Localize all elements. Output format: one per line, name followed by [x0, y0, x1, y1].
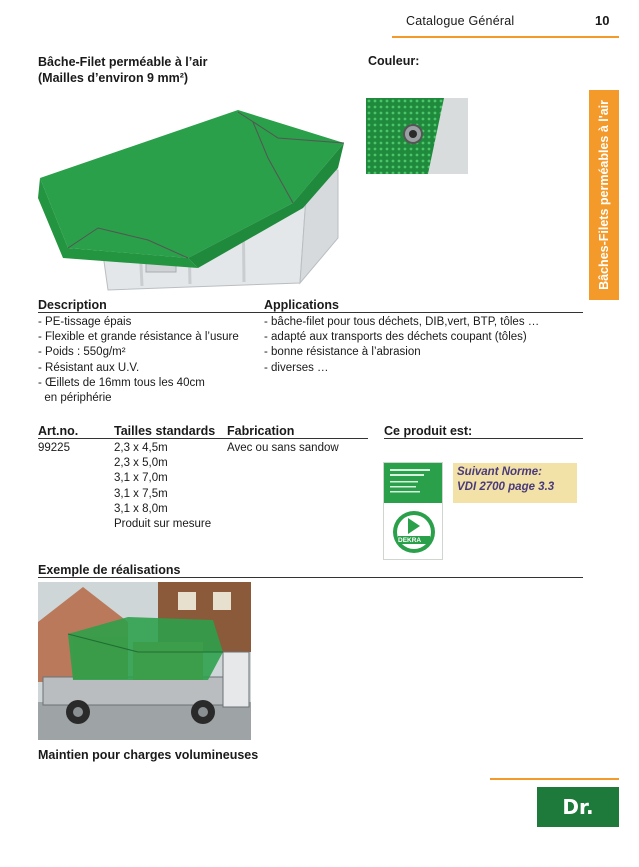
description-item: - Poids : 550g/m²: [38, 346, 126, 359]
spec-rule-left: [38, 438, 368, 439]
side-tab-label: Bâches-Filets perméables à l'air: [597, 100, 611, 290]
dekra-certificate: [383, 462, 443, 560]
example-rule: [38, 577, 583, 578]
page-number: 10: [595, 13, 610, 28]
size-item: 3,1 x 8,0m: [114, 502, 168, 515]
color-swatch: [366, 98, 468, 174]
certificate-text-lines: [384, 463, 442, 503]
example-photo: [38, 582, 251, 740]
dr-thiel-logo: [537, 787, 619, 859]
description-item: en périphérie: [38, 392, 112, 405]
applications-heading: Applications: [264, 298, 340, 312]
description-item: - Résistant aux U.V.: [38, 361, 140, 374]
applications-list: [264, 315, 539, 376]
truck-with-net-illustration: [38, 582, 251, 740]
product-photo: [38, 108, 346, 293]
description-item: - Flexible et grande résistance à l’usure: [38, 331, 239, 344]
description-item: - Œillets de 16mm tous les 40cm: [38, 376, 205, 389]
logo-registered-mark: ®: [606, 836, 615, 845]
certificate-header-band: [384, 463, 442, 503]
dekra-seal-icon: [392, 508, 436, 556]
application-item: - bonne résistance à l’abrasion: [264, 346, 421, 359]
artno-value: 99225: [38, 442, 70, 454]
example-heading: Exemple de réalisations: [38, 563, 181, 577]
catalog-title: Catalogue Général: [406, 14, 515, 28]
footer-divider: [490, 778, 619, 780]
size-item: 2,3 x 5,0m: [114, 457, 168, 470]
application-item: - adapté aux transports des déchets coupant (tôles): [264, 331, 527, 344]
sizes-list: [114, 441, 211, 532]
product-title-line2: (Mailles d’environ 9 mm²): [38, 71, 189, 85]
example-caption: Maintien pour charges volumineuses: [38, 748, 259, 762]
description-heading: Description: [38, 298, 107, 312]
application-item: - diverses …: [264, 361, 329, 374]
product-title: [38, 54, 208, 86]
skip-container-illustration: [38, 108, 346, 293]
spec-rule-right: [384, 438, 583, 439]
fabrication-value: Avec ou sans sandow: [227, 442, 339, 454]
norm-line2: VDI 2700 page 3.3: [457, 481, 555, 493]
header-divider: [392, 36, 619, 38]
norm-box: [453, 463, 577, 503]
description-item: - PE-tissage épais: [38, 316, 132, 328]
application-item: - bâche-filet pour tous déchets, DIB,vert, BTP, tôles …: [264, 316, 540, 328]
description-list: [38, 315, 239, 406]
norm-line1: Suivant Norme:: [457, 466, 542, 478]
sizes-header: Tailles standards: [114, 424, 216, 438]
size-item: 2,3 x 4,5m: [114, 442, 168, 454]
artno-header: Art.no.: [38, 424, 79, 438]
product-title-line1: Bâche-Filet perméable à l’air: [38, 55, 208, 69]
description-rule: [38, 312, 583, 313]
product-is-header: Ce produit est:: [384, 424, 473, 438]
fabrication-header: Fabrication: [227, 424, 295, 438]
size-item: 3,1 x 7,5m: [114, 487, 168, 500]
section-side-tab: [589, 90, 619, 300]
size-item: 3,1 x 7,0m: [114, 472, 168, 485]
logo-text: Dr. THIEL: [541, 795, 607, 859]
size-item: Produit sur mesure: [114, 518, 212, 531]
green-mesh-swatch: [366, 98, 468, 174]
dekra-label: DEKRA: [398, 537, 422, 544]
color-label: Couleur:: [368, 54, 420, 68]
